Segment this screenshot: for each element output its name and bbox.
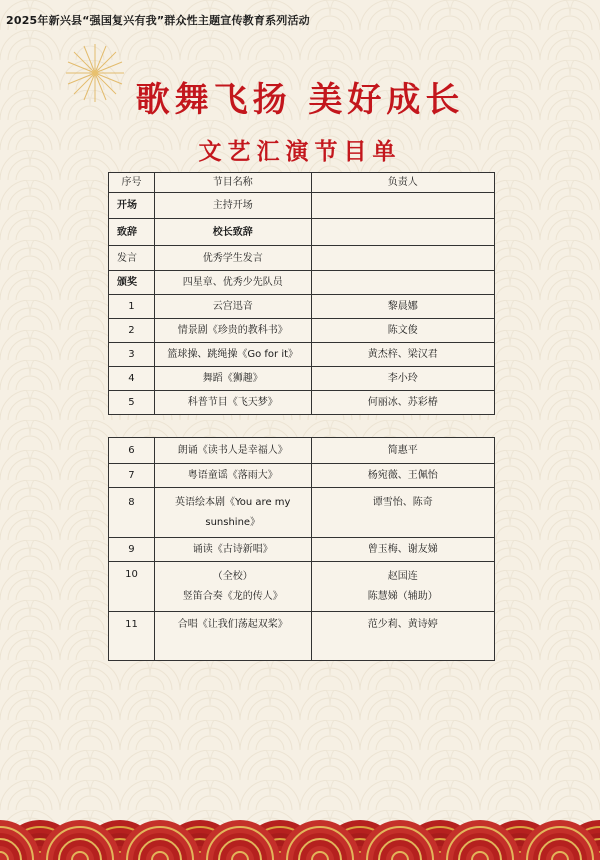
table-header-row: [109, 173, 495, 193]
row-name: [154, 488, 311, 538]
row-no: 1: [109, 295, 155, 319]
row-name: [154, 562, 311, 612]
row-owner: 曾玉梅、谢友娣: [311, 538, 494, 562]
table-row: [109, 464, 495, 488]
row-name: 云宫迅音: [154, 295, 311, 319]
header-owner: 负责人: [311, 173, 495, 193]
row-no: 7: [109, 464, 155, 488]
table-row: [109, 319, 495, 343]
table-row: [109, 246, 495, 271]
row-no: 3: [109, 343, 155, 367]
row-no: 11: [109, 612, 155, 661]
table-row: [109, 438, 495, 464]
row-name: 诵读《古诗新唱》: [154, 538, 311, 562]
row-name: 舞蹈《狮趣》: [154, 367, 311, 391]
row-owner: [311, 562, 494, 612]
row-name: 主持开场: [154, 193, 311, 219]
row-no: 致辞: [109, 219, 155, 246]
row-name: 粤语童谣《落雨大》: [154, 464, 311, 488]
table-row: [109, 343, 495, 367]
row-owner: 陈文俊: [311, 319, 495, 343]
row-owner: [311, 271, 495, 295]
event-header: 2025年新兴县“强国复兴有我”群众性主题宣传教育系列活动: [6, 14, 310, 27]
row-owner: 简惠平: [311, 438, 494, 464]
row-owner: 黎晨娜: [311, 295, 495, 319]
table-row: [109, 295, 495, 319]
row-owner: 范少莉、黄诗婷: [311, 612, 494, 661]
table-row: [109, 612, 495, 661]
row-no: 开场: [109, 193, 155, 219]
row-name: 篮球操、跳绳操《Go for it》: [154, 343, 311, 367]
row-name-line2: sunshine》: [205, 516, 261, 528]
row-name: 优秀学生发言: [154, 246, 311, 271]
program-list-title: 文艺汇演节目单: [198, 138, 402, 165]
bottom-wave-border: [0, 780, 600, 860]
row-name: 校长致辞: [154, 219, 311, 246]
row-owner: 李小玲: [311, 367, 495, 391]
row-owner-line1: 赵国连: [387, 570, 418, 582]
header-name: 节目名称: [154, 173, 311, 193]
row-name: 合唱《让我们荡起双桨》: [154, 612, 311, 661]
row-owner: 何丽冰、苏彩椿: [311, 391, 495, 415]
row-no: 5: [109, 391, 155, 415]
table-row: [109, 488, 495, 538]
row-no: 颁奖: [109, 271, 155, 295]
row-no: 发言: [109, 246, 155, 271]
table-row: [109, 562, 495, 612]
main-title: 歌舞飞扬 美好成长: [135, 80, 465, 120]
row-owner: [311, 193, 495, 219]
row-owner: 谭雪怡、陈奇: [311, 488, 494, 538]
table-row: [109, 271, 495, 295]
row-no: 9: [109, 538, 155, 562]
row-no: 8: [109, 488, 155, 538]
row-no: 6: [109, 438, 155, 464]
row-name-line2: 竖笛合奏《龙的传人》: [182, 590, 283, 602]
row-no: 4: [109, 367, 155, 391]
program-table-part2: [108, 437, 495, 661]
row-no: 2: [109, 319, 155, 343]
table-row: [109, 367, 495, 391]
row-name-line1: 英语绘本剧《You are my: [175, 496, 291, 508]
table-row: [109, 391, 495, 415]
table-row: [109, 193, 495, 219]
row-owner: 杨宛薇、王佩怡: [311, 464, 494, 488]
row-name: 情景剧《珍贵的教科书》: [154, 319, 311, 343]
row-owner: [311, 246, 495, 271]
program-table-part1: [108, 172, 495, 415]
row-name: 科普节目《飞天梦》: [154, 391, 311, 415]
table-row: [109, 538, 495, 562]
row-name-line1: （全校）: [212, 570, 253, 582]
row-name: 四星章、优秀少先队员: [154, 271, 311, 295]
row-owner: 黄杰梓、梁汉君: [311, 343, 495, 367]
table-row: [109, 219, 495, 246]
row-name: 朗诵《读书人是幸福人》: [154, 438, 311, 464]
header-no: 序号: [109, 173, 155, 193]
row-owner: [311, 219, 495, 246]
row-owner-line2: 陈慧娣（辅助）: [367, 590, 438, 602]
row-no: 10: [109, 562, 155, 612]
